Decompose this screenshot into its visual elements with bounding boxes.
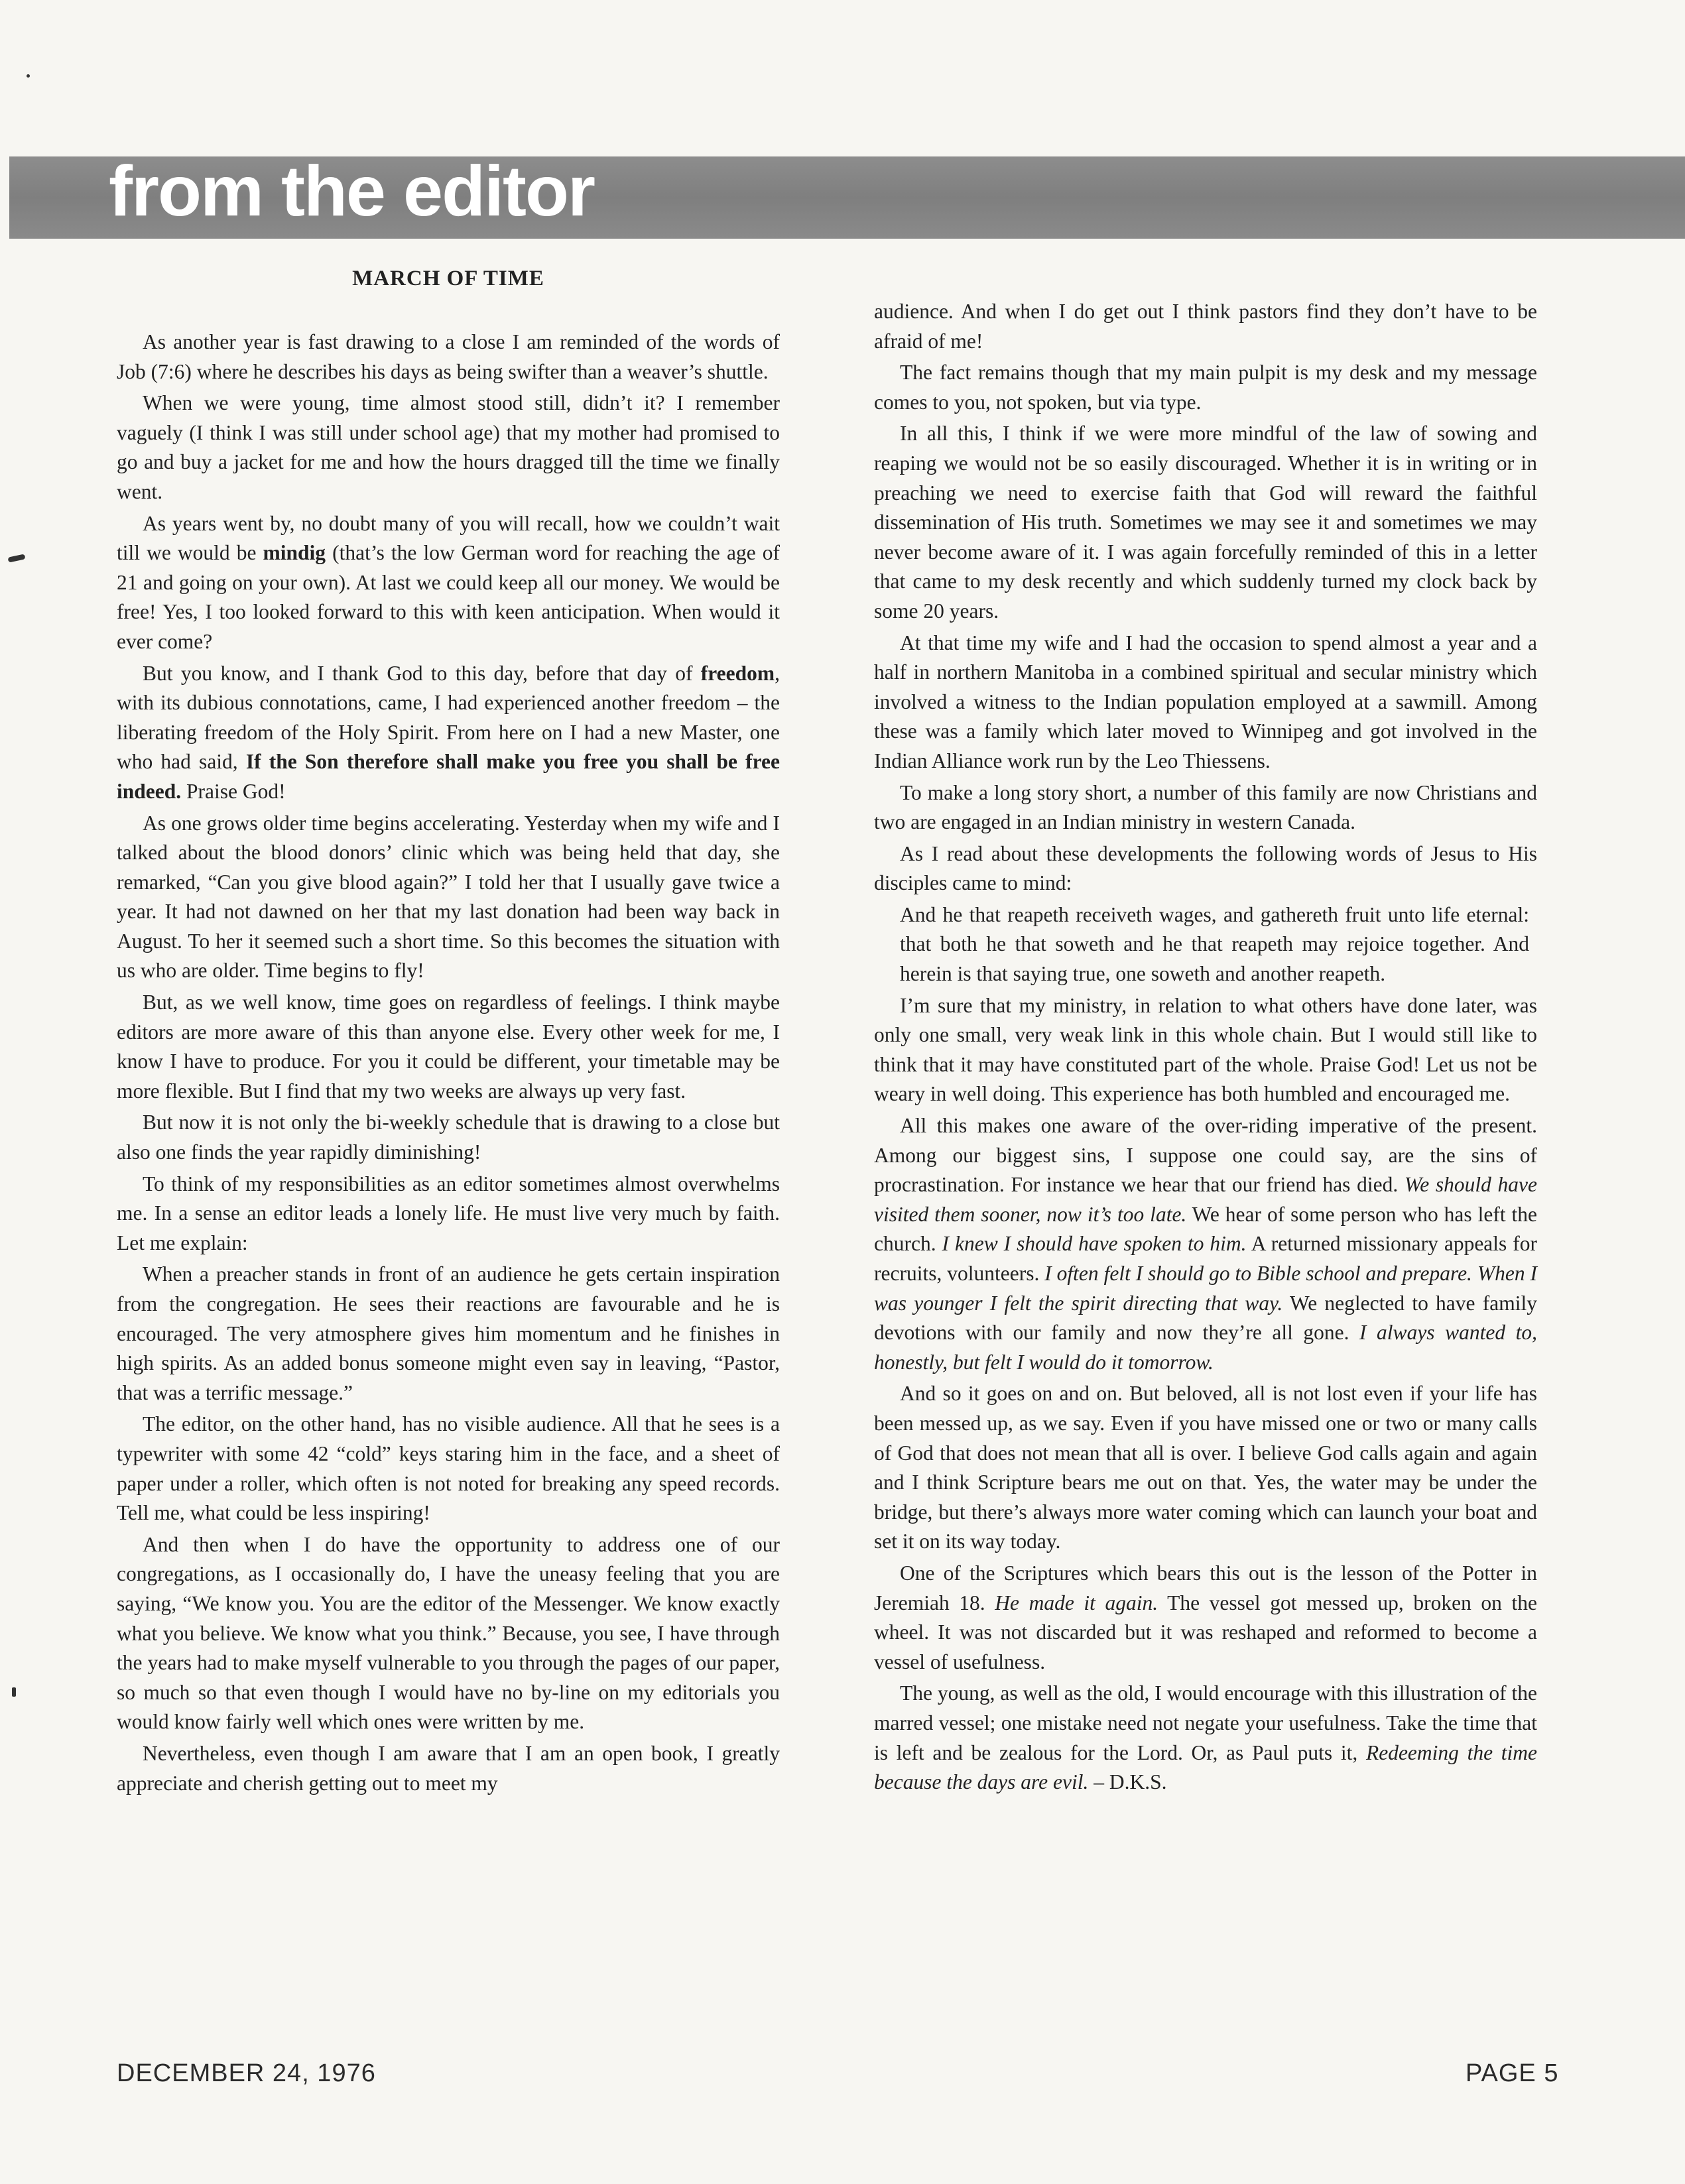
scripture-quote: And he that reapeth receiveth wages, and gathereth fruit unto life eternal: that both he that soweth and he that reapeth may rejoice together. And herein is that saying true, one soweth and another reapeth. (900, 902, 1529, 986)
article-left-column (117, 265, 780, 1800)
paragraph: I’m sure that my ministry, in relation to what others have done later, was only one small, very weak link in this whole chain. But I would still like to think that it may have constituted part of the whole. Praise God! Let us not be weary in well doing. This experience has both humbled and encouraged me. (874, 993, 1537, 1106)
paragraph: To think of my responsibilities as an editor sometimes almost overwhelms me. In a sense an editor leads a lonely life. He must live very much by faith. Let me explain: (117, 1172, 780, 1254)
italic-run: I often felt I should go to Bible school and prepare. When I was younger I felt the spirit directing that way. (874, 1262, 1537, 1315)
paragraph: audience. And when I do get out I think pastors find they don’t have to be afraid of me! (874, 300, 1537, 353)
text-run: , with its dubious connotations, came, I had experienced another freedom – the liberating freedom of the Holy Spirit. From here on I had a new Master, one who had said, (117, 661, 780, 774)
paragraph: At that time my wife and I had the occasion to spend almost a year and a half in northern Manitoba in a combined spiritual and secular ministry which involved a witness to the Indian population employed at a sawmill. Among these was a family which later moved to Winnipeg and got involved in the Indian Alliance work run by the Leo Thiessens. (874, 631, 1537, 772)
italic-run: I always wanted to, honestly, but felt I would do it tomorrow. (874, 1321, 1537, 1374)
text-run: Praise God! (181, 779, 286, 803)
scan-mark (12, 1687, 16, 1697)
paragraph: As another year is fast drawing to a close I am reminded of the words of Job (7:6) where he describes his days as being swifter than a weaver’s shuttle. (117, 330, 780, 383)
text-run: One of the Scriptures which bears this out is the lesson of the Potter in Jeremiah 18. (874, 1561, 1537, 1614)
paragraph: The fact remains though that my main pulpit is my desk and my message comes to you, not spoken, but via type. (874, 361, 1537, 414)
paragraph (874, 1679, 1537, 1797)
paragraph: Nevertheless, even though I am aware that I am an open book, I greatly appreciate and cherish getting out to meet my (117, 1741, 780, 1795)
text-run: (that’s the low German word for reaching the age of 21 and going on your own). At last we could keep all our money. We would be free! Yes, I too looked forward to this with keen anticipation. When would it ever come? (117, 541, 780, 653)
article-right-column (874, 297, 1537, 1799)
text-run: We hear of some person who has left the church. (874, 1202, 1537, 1256)
paragraph: But now it is not only the bi-weekly schedule that is drawing to a close but also one finds the year rapidly diminishing! (117, 1111, 780, 1164)
paragraph (874, 1559, 1537, 1677)
paragraph: And so it goes on and on. But beloved, all is not lost even if your life has been messed up, as we say. Even if you have missed one or two or many calls of God that does not mean that all is over. I believe God calls again and again and I think Scripture bears me out on that. Yes, the water may be under the bridge, but there’s always more water coming which can launch your boat and set it on its way today. (874, 1382, 1537, 1553)
scan-mark (7, 554, 25, 562)
bold-term: mindig (263, 541, 326, 565)
text-run: The young, as well as the old, I would encourage with this illustration of the marred vessel; one mistake need not negate your usefulness. Take the time that is left and be zealous for the Lord. Or, as Paul puts it, (874, 1681, 1537, 1764)
paragraph: And then when I do have the opportunity to address one of our congregations, as I occasionally do, I have the uneasy feeling that you are saying, “We know you. You are the editor of the Messenger. We know exactly what you believe. We know what you think.” Because, you see, I have through the years had to make myself vulnerable to you through the pages of our paper, so much so that even though I would have no by-line on my editorials you would know fairly well which ones were written by me. (117, 1532, 780, 1734)
paragraph: As one grows older time begins accelerating. Yesterday when my wife and I talked about the blood donors’ clinic which was being held that day, she remarked, “Can you give blood again?” I told her that I usually gave twice a year. It had not dawned on her that my last donation had been way back in August. To her it seemed such a short time. So this becomes the situation with us who are older. Time begins to fly! (117, 811, 780, 983)
text-run: But you know, and I thank God to this day, before that day of (143, 661, 701, 685)
text-run: The vessel got messed up, broken on the wheel. It was not discarded but it was reshaped and reformed to become a vessel of usefulness. (874, 1591, 1537, 1673)
issue-date: DECEMBER 24, 1976 (117, 2059, 376, 2087)
text-run: A returned missionary appeals for recruits, volunteers. (874, 1232, 1537, 1285)
section-title: from the editor (109, 151, 595, 231)
italic-run: We should have visited them sooner, now it’s too late. (874, 1173, 1537, 1226)
bold-term: freedom (700, 661, 775, 685)
text-run: We neglected to have family devotions with our family and now they’re all gone. (874, 1291, 1537, 1345)
paragraph (874, 1111, 1537, 1377)
paragraph: To make a long story short, a number of this family are now Christians and two are engaged in an Indian ministry in western Canada. (874, 780, 1537, 834)
bold-quote: If the Son therefore shall make you free you shall be free indeed. (117, 750, 780, 803)
italic-run: He made it again. (995, 1591, 1158, 1614)
text-run: All this makes one aware of the over-riding imperative of the present. Among our biggest sins, I suppose one could say, are the sins of procrastination. For instance we hear that our friend has died. (874, 1114, 1537, 1197)
paragraph: In all this, I think if we were more mindful of the law of sowing and reaping we would not be so easily discouraged. Whether it is in writing or in preaching we need to exercise faith that God will reward the faithful dissemination of His truth. Sometimes we may see it and sometimes we may never become aware of it. I was again forcefully reminded of this in a letter that came to my desk recently and which suddenly turned my clock back by some 20 years. (874, 422, 1537, 623)
paragraph: The editor, on the other hand, has no visible audience. All that he sees is a typewriter with some 42 “cold” keys staring him in the face, and a sheet of paper under a roller, which often is not noted for breaking any speed records. Tell me, what could be less inspiring! (117, 1412, 780, 1525)
paragraph (117, 509, 780, 657)
signature-text: – D.K.S. (1088, 1770, 1167, 1794)
page-number: PAGE 5 (1466, 2059, 1559, 2087)
paragraph (117, 659, 780, 807)
italic-run: Redeeming the time because the days are evil. (874, 1740, 1538, 1794)
paragraph: When we were young, time almost stood still, didn’t it? I remember vaguely (I think I was still under school age) that my mother had promised to go and buy a jacket for me and how the hours dragged till the time we finally went. (117, 391, 780, 503)
italic-run: I knew I should have spoken to him. (942, 1232, 1247, 1256)
scan-mark (27, 74, 30, 78)
text-run: As years went by, no doubt many of you will recall, how we couldn’t wait till we would be (117, 511, 780, 565)
article-heading: MARCH OF TIME (352, 267, 544, 290)
section-banner (9, 151, 1685, 239)
paragraph: When a preacher stands in front of an audience he gets certain inspiration from the congregation. He sees their reactions are favourable and he is encouraged. The very atmosphere gives him momentum and he finishes in high spirits. As an added bonus someone might even say in leaving, “Pastor, that was a terrific message.” (117, 1262, 780, 1404)
paragraph: As I read about these developments the following words of Jesus to His disciples came to mind: (874, 841, 1537, 895)
paragraph: But, as we well know, time goes on regardless of feelings. I think maybe editors are more aware of this than anyone else. Every other week for me, I know I have to produce. For you it could be different, your timetable may be more flexible. But I find that my two weeks are always up very fast. (117, 991, 780, 1103)
